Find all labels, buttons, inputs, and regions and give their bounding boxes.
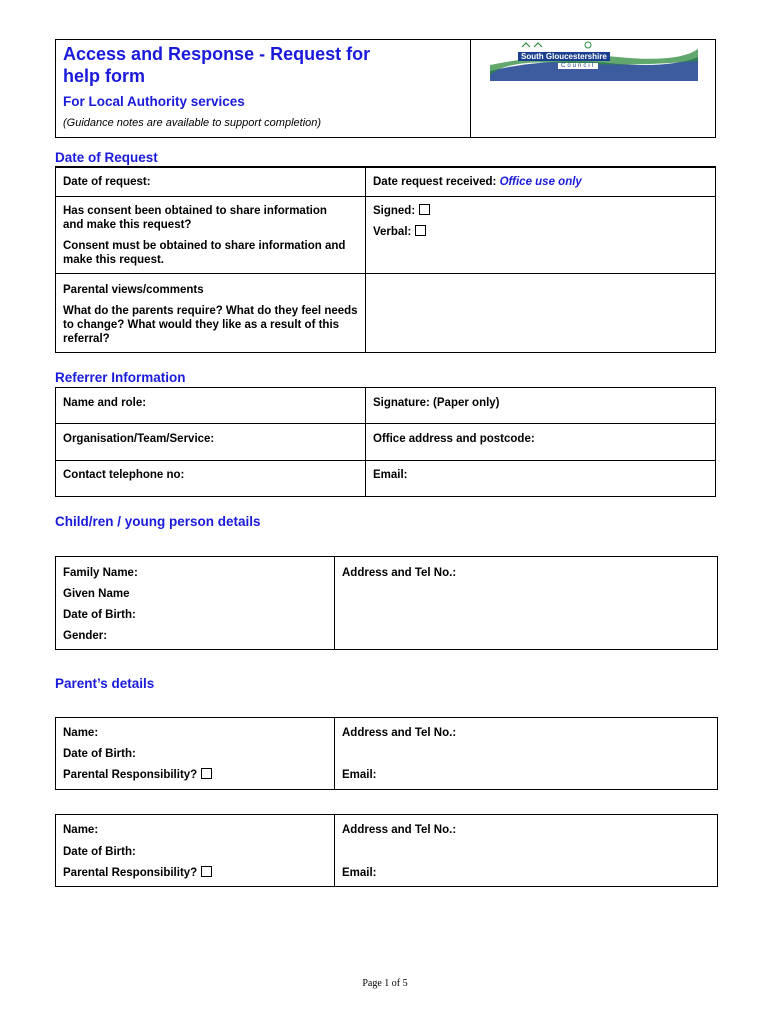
child-dob-field[interactable]: Date of Birth: — [63, 609, 136, 621]
logo-name-line1: South Gloucestershire — [518, 52, 610, 61]
child-address-field[interactable]: Address and Tel No.: — [342, 567, 457, 579]
telephone-field[interactable]: Contact telephone no: — [63, 469, 185, 481]
parent-dob-field[interactable]: Date of Birth: — [63, 748, 136, 760]
row-divider — [55, 460, 716, 461]
parental-responsibility-checkbox[interactable] — [201, 866, 212, 877]
row-divider — [55, 423, 716, 424]
date-of-request-heading: Date of Request — [55, 150, 158, 165]
verbal-label: Verbal: — [373, 226, 412, 238]
signed-label: Signed: — [373, 205, 416, 217]
form-title — [63, 43, 463, 87]
office-address-field[interactable]: Office address and postcode: — [373, 433, 535, 445]
signature-field[interactable]: Signature: (Paper only) — [373, 397, 500, 409]
child-heading: Child/ren / young person details — [55, 514, 261, 529]
signed-checkbox-row[interactable] — [373, 204, 430, 218]
parent-name-field[interactable]: Name: — [63, 727, 99, 739]
parental-views-label: Parental views/comments — [63, 284, 204, 296]
parental-responsibility-label: Parental Responsibility? — [63, 867, 198, 879]
parental-responsibility-checkbox[interactable] — [201, 768, 212, 779]
form-title-line1: Access and Response - Request for — [63, 44, 371, 64]
date-received-field[interactable] — [373, 175, 582, 189]
parent-dob-field[interactable]: Date of Birth: — [63, 846, 136, 858]
consent-question: Has consent been obtained to share information and make this request? — [63, 205, 327, 231]
page-number: Page 1 of 5 — [362, 978, 408, 989]
parent-address-field[interactable]: Address and Tel No.: — [342, 824, 457, 836]
family-name-field[interactable]: Family Name: — [63, 567, 138, 579]
parent-name-field[interactable]: Name: — [63, 824, 99, 836]
row-divider — [55, 196, 716, 197]
signed-checkbox[interactable] — [419, 204, 430, 215]
form-subtitle: For Local Authority services — [63, 94, 245, 109]
parental-responsibility-label: Parental Responsibility? — [63, 769, 198, 781]
parental-views-input[interactable] — [366, 274, 715, 352]
given-name-field[interactable]: Given Name — [63, 588, 130, 600]
form-title-line2: help form — [63, 66, 146, 86]
consent-note: Consent must be obtained to share information and make this request. — [63, 240, 346, 266]
table-divider — [365, 387, 366, 497]
office-use-note: Office use only — [499, 176, 582, 188]
parental-responsibility-row[interactable] — [63, 866, 212, 880]
guidance-note: (Guidance notes are available to support completion) — [63, 117, 322, 129]
table-divider — [334, 814, 335, 887]
referrer-heading: Referrer Information — [55, 370, 186, 385]
referrer-email-field[interactable]: Email: — [373, 469, 408, 481]
date-received-label: Date request received: — [373, 176, 497, 188]
table-divider — [334, 556, 335, 650]
date-of-request-field[interactable]: Date of request: — [63, 176, 151, 188]
parental-responsibility-row[interactable] — [63, 768, 212, 782]
table-divider — [334, 717, 335, 790]
parents-heading: Parent’s details — [55, 676, 155, 691]
name-role-field[interactable]: Name and role: — [63, 397, 147, 409]
parent-address-field[interactable]: Address and Tel No.: — [342, 727, 457, 739]
verbal-checkbox-row[interactable] — [373, 225, 426, 239]
parent-email-field[interactable]: Email: — [342, 867, 377, 879]
council-logo — [488, 41, 700, 83]
logo-name-line2: Council — [558, 63, 598, 69]
logo-graphic — [488, 41, 700, 83]
parent-email-field[interactable]: Email: — [342, 769, 377, 781]
header-divider — [470, 39, 471, 138]
parental-views-question: What do the parents require? What do they feel needs to change? What would they like as a result of this referral? — [63, 305, 358, 345]
organisation-field[interactable]: Organisation/Team/Service: — [63, 433, 215, 445]
gender-field[interactable]: Gender: — [63, 630, 108, 642]
verbal-checkbox[interactable] — [415, 225, 426, 236]
